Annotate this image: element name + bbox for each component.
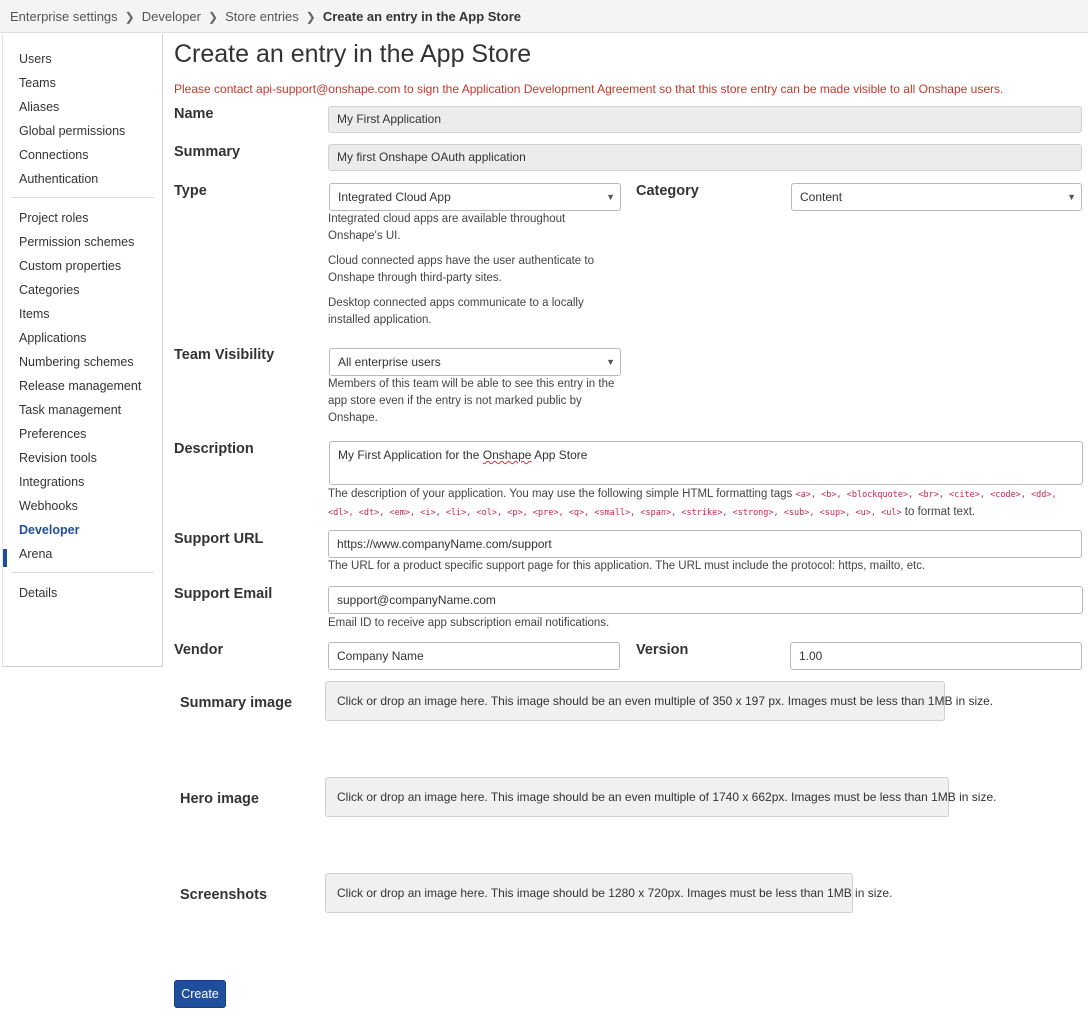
support-email-input[interactable]: support@companyName.com <box>328 586 1083 614</box>
tag-separator: , <box>870 508 882 518</box>
sidebar-item-numbering-schemes[interactable]: Numbering schemes <box>19 355 134 369</box>
support-url-label: Support URL <box>174 531 264 547</box>
tag-separator: , <box>558 508 569 518</box>
caret-down-icon: ▼ <box>606 357 615 367</box>
description-misspelled-word: Onshape <box>482 448 532 462</box>
sidebar-item-integrations[interactable]: Integrations <box>19 475 85 489</box>
tag-separator: , <box>836 490 847 500</box>
tag-separator: , <box>845 508 856 518</box>
tag-separator: , <box>722 508 733 518</box>
version-input[interactable]: 1.00 <box>790 642 1082 670</box>
type-select-value: Integrated Cloud App <box>338 190 451 204</box>
hero-image-dropzone[interactable]: Click or drop an image here. This image should be an even multiple of 1740 x 662px. Images must be less than 1MB in size. <box>325 777 949 817</box>
sidebar-item-preferences[interactable]: Preferences <box>19 427 87 441</box>
html-tag-code: <br> <box>918 490 939 500</box>
description-text: My First Application for the <box>338 448 483 462</box>
sidebar <box>2 34 163 667</box>
html-tag-code: <ol> <box>476 508 498 518</box>
type-select[interactable] <box>329 183 621 211</box>
tag-separator: , <box>630 508 641 518</box>
html-tag-code: <strike> <box>681 508 723 518</box>
tag-separator: , <box>1020 490 1032 500</box>
team-visibility-select[interactable] <box>329 348 621 376</box>
breadcrumb-enterprise-settings[interactable]: Enterprise settings <box>10 9 118 25</box>
sidebar-item-aliases[interactable]: Aliases <box>19 100 60 114</box>
vendor-label: Vendor <box>174 642 224 658</box>
sidebar-item-project-roles[interactable]: Project roles <box>19 211 89 225</box>
html-tag-code: <li> <box>445 508 467 518</box>
sidebar-item-items[interactable]: Items <box>19 307 50 321</box>
breadcrumb <box>10 8 521 24</box>
category-select-value: Content <box>800 190 843 204</box>
sidebar-item-permission-schemes[interactable]: Permission schemes <box>19 235 135 249</box>
sidebar-item-task-management[interactable]: Task management <box>19 403 122 417</box>
active-indicator <box>3 549 7 567</box>
agreement-notice: Please contact api-support@onshape.com to sign the Application Development Agreement so that this store entry can be made visible to all Onshape users. <box>174 82 1004 96</box>
tag-separator: , <box>497 508 508 518</box>
html-tag-code: <dl> <box>328 508 349 518</box>
chevron-right-icon: ❯ <box>208 9 219 24</box>
support-email-label: Support Email <box>174 586 273 602</box>
caret-down-icon: ▼ <box>606 192 615 202</box>
sidebar-item-custom-properties[interactable]: Custom properties <box>19 259 122 273</box>
tag-separator: , <box>522 508 533 518</box>
sidebar-item-release-management[interactable]: Release management <box>19 379 142 393</box>
description-label: Description <box>174 441 254 457</box>
html-tag-code: <sup> <box>819 508 846 518</box>
html-tag-code: <sub> <box>783 508 810 518</box>
description-text-end: App Store <box>531 448 588 462</box>
tag-separator: , <box>809 508 820 518</box>
sidebar-item-categories[interactable]: Categories <box>19 283 80 297</box>
tag-separator: , <box>938 490 950 500</box>
create-button[interactable]: Create <box>174 980 226 1008</box>
tag-separator: , <box>979 490 991 500</box>
html-tag-code: <strong> <box>732 508 774 518</box>
tag-separator: , <box>1051 490 1057 500</box>
html-tag-code: <b> <box>821 490 837 500</box>
chevron-right-icon: ❯ <box>124 9 135 24</box>
html-tag-code: <dd> <box>1031 490 1052 500</box>
html-tag-code: <q> <box>568 508 585 518</box>
description-help <box>328 486 1068 522</box>
sidebar-item-applications[interactable]: Applications <box>19 331 87 345</box>
team-visibility-label: Team Visibility <box>174 347 275 363</box>
html-tag-code: <code> <box>990 490 1021 500</box>
support-url-input[interactable]: https://www.companyName.com/support <box>328 530 1082 558</box>
type-label: Type <box>174 183 207 199</box>
sidebar-item-webhooks[interactable]: Webhooks <box>19 499 78 513</box>
description-help-end: to format text. <box>904 506 976 518</box>
type-help-desktop: Desktop connected apps communicate to a locally installed application. <box>328 297 584 326</box>
sidebar-item-arena[interactable]: Arena <box>19 547 53 561</box>
description-textarea[interactable] <box>329 441 1083 485</box>
sidebar-item-connections[interactable]: Connections <box>19 148 89 162</box>
team-visibility-value: All enterprise users <box>338 355 441 369</box>
tag-separator: , <box>584 508 595 518</box>
sidebar-divider <box>11 197 154 198</box>
sidebar-item-authentication[interactable]: Authentication <box>19 172 99 186</box>
tag-separator: , <box>908 490 919 500</box>
tag-separator: , <box>348 508 359 518</box>
tag-separator: , <box>435 508 446 518</box>
caret-down-icon: ▼ <box>1067 192 1076 202</box>
html-tag-code: <a> <box>795 490 811 500</box>
tag-separator: , <box>773 508 784 518</box>
sidebar-divider <box>11 572 154 573</box>
summary-field[interactable]: My first Onshape OAuth application <box>328 144 1082 171</box>
type-help-integrated: Integrated cloud apps are available throughout Onshape's UI. <box>328 213 566 242</box>
html-tag-code: <i> <box>420 508 436 518</box>
team-visibility-help: Members of this team will be able to see this entry in the app store even if the entry is not marked public by Onshape. <box>328 378 615 424</box>
sidebar-item-global-permissions[interactable]: Global permissions <box>19 124 126 138</box>
support-url-help: The URL for a product specific support page for this application. The URL must include the protocol: https, mailto, etc. <box>328 560 926 572</box>
html-tag-code: <ul> <box>881 508 902 518</box>
breadcrumb-developer[interactable]: Developer <box>141 9 201 25</box>
html-tag-code: <small> <box>594 508 631 518</box>
top-bar <box>0 0 1088 33</box>
tag-separator: , <box>379 508 390 518</box>
summary-image-dropzone[interactable]: Click or drop an image here. This image should be an even multiple of 350 x 197 px. Images must be less than 1MB in size. <box>325 681 945 721</box>
category-select[interactable] <box>791 183 1082 211</box>
sidebar-item-users[interactable]: Users <box>19 52 52 66</box>
screenshots-label: Screenshots <box>180 887 268 903</box>
version-label: Version <box>636 642 689 658</box>
html-tag-code: <dt> <box>358 508 380 518</box>
type-help-cloud: Cloud connected apps have the user authenticate to Onshape through third-party sites. <box>328 255 594 284</box>
screenshots-dropzone[interactable]: Click or drop an image here. This image should be 1280 x 720px. Images must be less than 1MB in size. <box>325 873 853 913</box>
chevron-right-icon: ❯ <box>305 9 316 24</box>
page-title: Create an entry in the App Store <box>174 40 532 68</box>
sidebar-item-details[interactable]: Details <box>19 586 58 600</box>
name-label: Name <box>174 106 214 122</box>
support-email-help: Email ID to receive app subscription email notifications. <box>328 617 610 629</box>
sidebar-item-developer[interactable]: Developer <box>19 523 80 537</box>
name-field[interactable]: My First Application <box>328 106 1082 133</box>
category-label: Category <box>636 183 699 199</box>
tag-separator: , <box>409 508 421 518</box>
sidebar-item-teams[interactable]: Teams <box>19 76 56 90</box>
breadcrumb-current: Create an entry in the App Store <box>322 9 521 25</box>
vendor-input[interactable]: Company Name <box>328 642 620 670</box>
description-help-text: The description of your application. You may use the following simple HTML formatting tags <box>328 488 793 500</box>
html-tag-code: <p> <box>507 508 523 518</box>
summary-image-label: Summary image <box>180 695 293 711</box>
html-tag-code: <cite> <box>949 490 980 500</box>
hero-image-label: Hero image <box>180 791 259 807</box>
tag-separator: , <box>810 490 822 500</box>
html-tag-code: <span> <box>640 508 672 518</box>
html-tag-code: <pre> <box>532 508 559 518</box>
html-tag-code: <em> <box>389 508 410 518</box>
tag-separator: , <box>671 508 682 518</box>
html-tag-code: <u> <box>855 508 871 518</box>
breadcrumb-store-entries[interactable]: Store entries <box>225 9 299 25</box>
sidebar-item-revision-tools[interactable]: Revision tools <box>19 451 97 465</box>
html-tag-code: <blockquote> <box>846 490 909 500</box>
tag-separator: , <box>466 508 477 518</box>
summary-label: Summary <box>174 144 241 160</box>
